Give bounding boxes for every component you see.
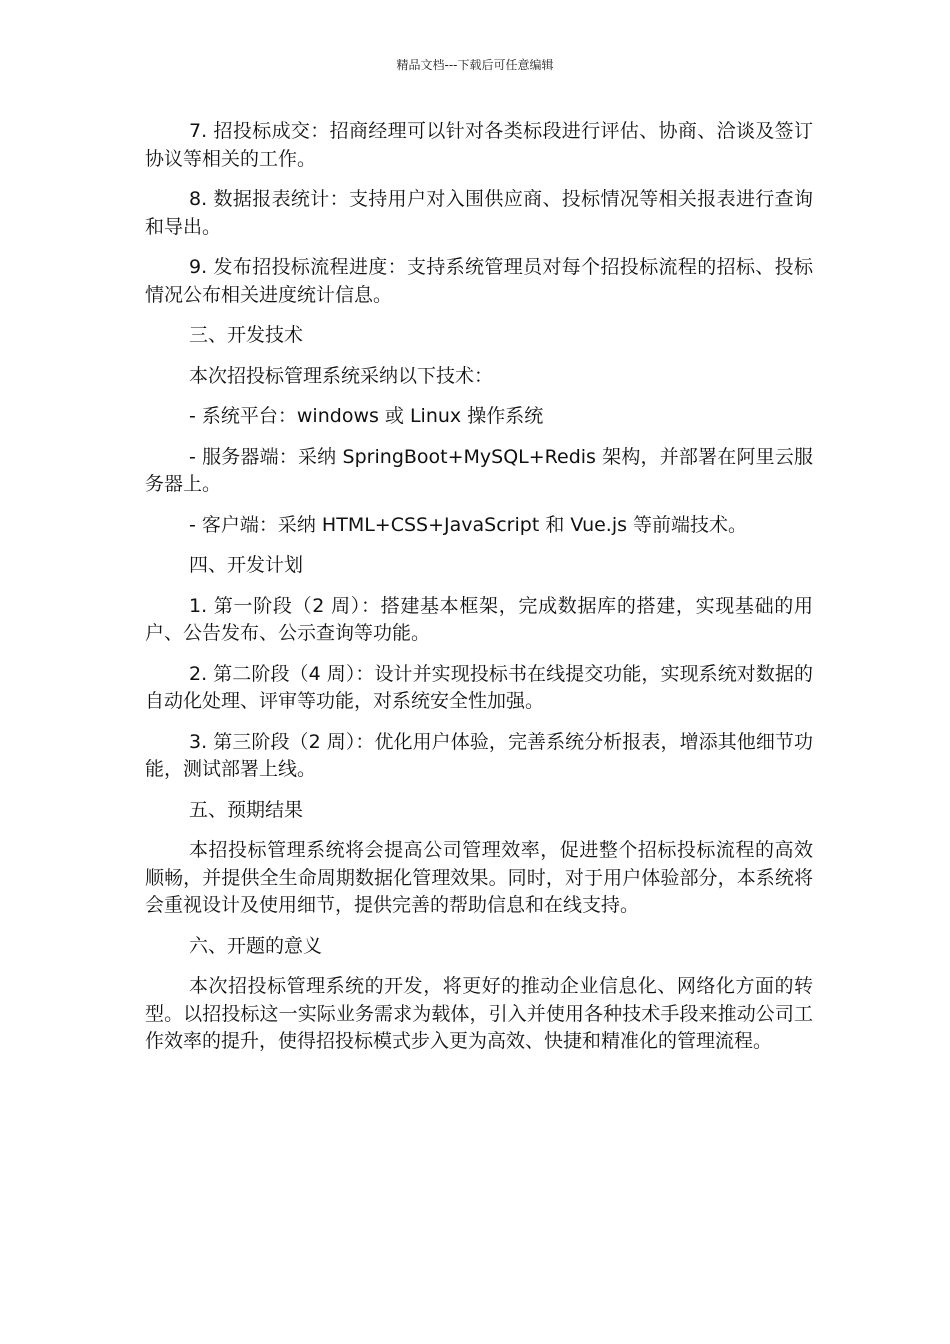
expected-results-paragraph: 本招投标管理系统将会提高公司管理效率，促进整个招标投标流程的高效顺畅，并提供全生命周期数据化管理效果。同时，对于用户体验部分，本系统将会重视设计及使用细节，提供完善的帮助信息和在线支持。 (145, 839, 813, 916)
section-heading-expected-results: 五、预期结果 (189, 798, 304, 821)
plan-item-phase-2: 2. 第二阶段（4 周）：设计并实现投标书在线提交功能，实现系统对数据的自动化处理、评审等功能，对系统安全性加强。 (145, 662, 813, 712)
section-heading-dev-plan: 四、开发计划 (189, 554, 304, 576)
tech-item-platform: - 系统平台：windows 或 Linux 操作系统 (189, 405, 544, 427)
tech-intro-paragraph: 本次招投标管理系统采纳以下技术： (189, 364, 494, 387)
tech-item-client: - 客户端：采纳 HTML+CSS+JavaScript 和 Vue.js 等前端技术。 (189, 513, 748, 536)
section-heading-significance: 六、开题的意义 (189, 934, 323, 957)
plan-item-phase-3: 3. 第三阶段（2 周）：优化用户体验，完善系统分析报表，增添其他细节功能，测试部署上线。 (145, 730, 813, 780)
list-item-bid-closing: 7. 招投标成交：招商经理可以针对各类标段进行评估、协商、洽谈及签订协议等相关的工作。 (145, 120, 813, 170)
tech-item-server: - 服务器端：采纳 SpringBoot+MySQL+Redis 架构，并部署在阿里云服务器上。 (145, 445, 813, 495)
section-heading-dev-technology: 三、开发技术 (189, 324, 304, 346)
significance-paragraph: 本次招投标管理系统的开发，将更好的推动企业信息化、网络化方面的转型。以招投标这一实际业务需求为载体，引入并使用各种技术手段来推动公司工作效率的提升，使得招投标模式步入更为高效、快捷和精准化的管理流程。 (145, 975, 813, 1052)
list-item-report-statistics: 8. 数据报表统计：支持用户对入围供应商、投标情况等相关报表进行查询和导出。 (145, 188, 813, 238)
list-item-progress-publishing: 9. 发布招投标流程进度：支持系统管理员对每个招投标流程的招标、投标情况公布相关进度统计信息。 (145, 256, 813, 306)
document-body (145, 118, 813, 1069)
plan-item-phase-1: 1. 第一阶段（2 周）：搭建基本框架，完成数据库的搭建，实现基础的用户、公告发布、公示查询等功能。 (145, 594, 813, 644)
page-header: 精品文档---下载后可任意编辑 (396, 58, 554, 72)
